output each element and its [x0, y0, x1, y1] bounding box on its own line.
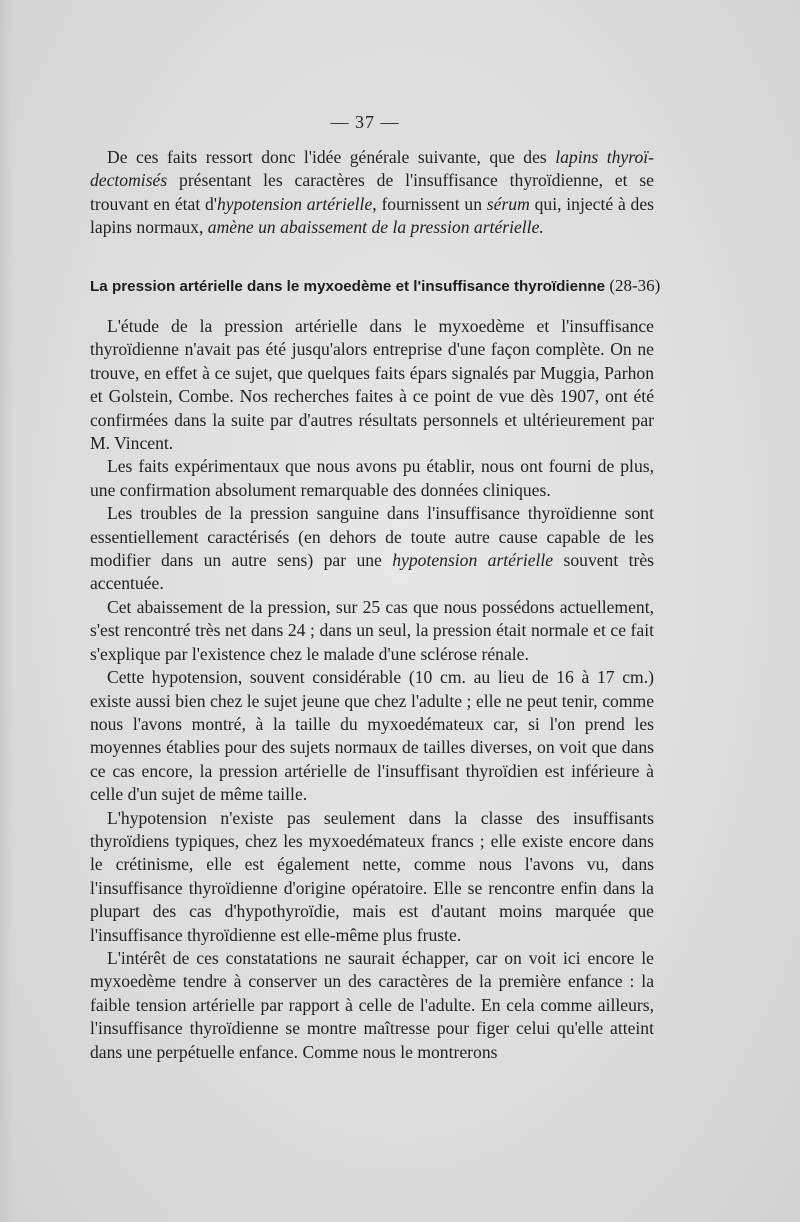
page-number: — 37 — [330, 112, 400, 132]
paragraph-6: L'hypotension n'existe pas seulement dans la classe des insuffisants thyroïdiens typiques, chez les myxoedémateux francs ; elle existe encore dans le crétinisme, elle est également nette, comme nous l'avons vu, dans l'insuffisance thyroïdienne d'origine opératoire. Elle se rencontre enfin dans la plupart des cas d'hypothyroïdie, mais est d'autant moins marquée que l'insuffisance thyroïdienne est elle-même plus fruste. [90, 807, 654, 945]
intro-emphasis-2: hypotension artérielle [216, 193, 373, 214]
paragraph-2: Les faits expérimentaux que nous avons pu établir, nous ont fourni de plus, une confirmation absolument remarquable des données cliniques. [90, 456, 654, 500]
paragraph-5: Cette hypotension, souvent considérable (10 cm. au lieu de 16 à 17 cm.) existe aussi bien chez le sujet jeune que chez l'adulte ; elle ne peut tenir, comme nous l'avons montré, à la taille du myxoedémateux car, si l'on prend les moyennes établies pour des sujets normaux de tailles diverses, on voit que dans ce cas encore, la pression artérielle de l'insuffisant thyroïdien est inférieure à celle d'un sujet de même taille. [90, 667, 654, 805]
paragraph-3-emphasis: hypotension artérielle [392, 550, 554, 571]
intro-text-4: qui, injecté à des lapins normaux, [90, 193, 654, 238]
intro-text-3: , fournissent un [372, 193, 487, 214]
section-body [90, 315, 654, 1064]
paragraph-3-text-a: Les troubles de la pression sanguine dans l'insuffisance thyroïdienne sont essentiellement caractérisés (en dehors de toute autre cause capable de les modifier dans un autre sens) par une [90, 503, 654, 571]
paragraph-4: Cet abaissement de la pression, sur 25 cas que nous possédons actuellement, s'est rencontré très net dans 24 ; dans un seul, la pression était normale et ce fait s'explique par l'existence chez le malade d'une sclérose rénale. [90, 596, 654, 664]
intro-emphasis-3: sérum [486, 193, 530, 214]
paragraph-7: L'intérêt de ces constatations ne saurait échapper, car on voit ici encore le myxoedème tendre à conserver un des caractères de la première enfance : la faible tension artérielle par rapport à celle de l'adulte. En cela comme ailleurs, l'insuffisance thyroïdienne se montre maîtresse pour figer celui qu'elle atteint dans une perpétuelle enfance. Comme nous le montrerons [90, 947, 654, 1062]
section-heading-text: La pression artérielle dans le myxoedème et l'insuffisance thyroïdienne [90, 278, 606, 295]
intro-text-1: De ces faits ressort donc l'idée générale suivante, que des [107, 147, 556, 167]
intro-emphasis-1: lapins thyroïdectomisés [90, 147, 654, 191]
section-heading [90, 276, 690, 296]
section-heading-reference: (28-36) [609, 276, 661, 295]
paragraph-3-text-b: souvent très accentuée. [90, 550, 655, 594]
intro-emphasis-4: amène un abaissement de la pression artérielle. [207, 217, 544, 238]
paragraph-3 [90, 502, 654, 596]
intro-text-2: présentant les caractères de l'insuffisance thyroïdienne, et se trouvant en état d' [90, 170, 654, 214]
intro-paragraph [90, 146, 654, 240]
paragraph-1: L'étude de la pression artérielle dans le myxoedème et l'insuffisance thyroïdienne n'avait pas été jusqu'alors entreprise d'une façon complète. On ne trouve, en effet à ce sujet, que quelques faits épars signalés par Muggia, Parhon et Golstein, Combe. Nos recherches faites à ce point de vue dès 1907, ont été confirmées dans la suite par d'autres résultats personnels et ultérieurement par M. Vincent. [90, 316, 654, 454]
